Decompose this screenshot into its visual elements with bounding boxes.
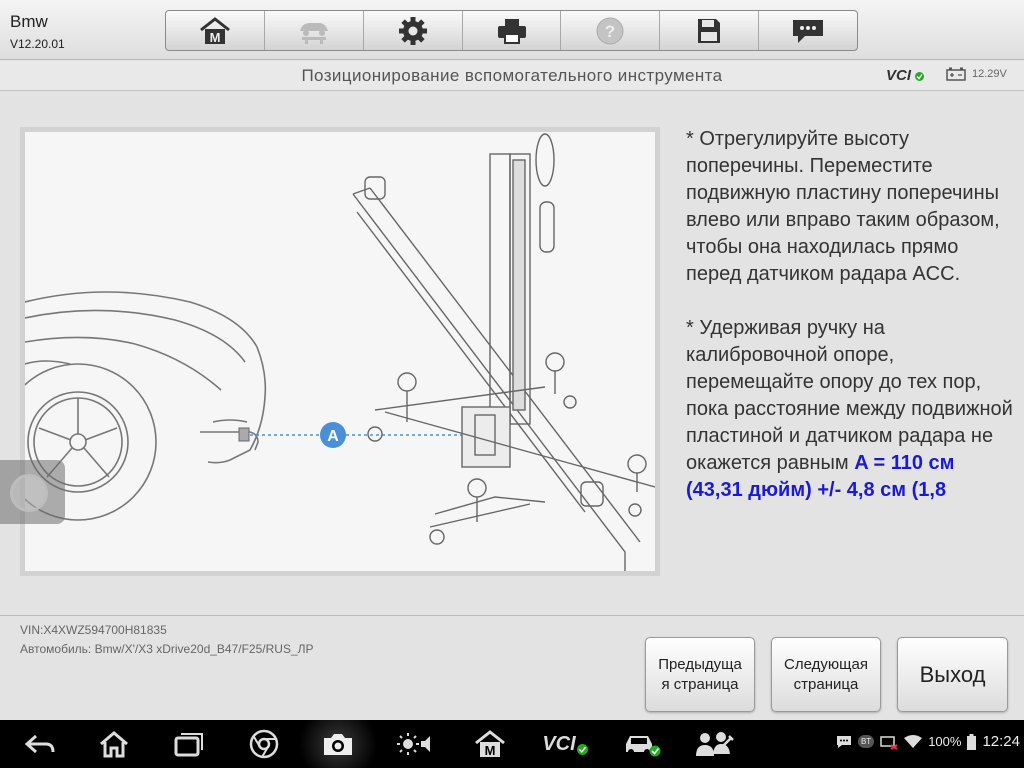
home-button[interactable] (166, 11, 265, 50)
system-status (836, 733, 1020, 750)
distance-marker-a (320, 422, 346, 448)
vci-manager-button[interactable] (540, 728, 590, 760)
positioning-figure (20, 127, 660, 576)
help-button[interactable] (561, 11, 660, 50)
vci-status (886, 67, 924, 84)
prev-label-line2: я страница (661, 675, 739, 693)
vehicle-check-button[interactable] (620, 728, 664, 760)
prev-label-line1: Предыдуща (658, 655, 742, 673)
next-label-line2: страница (793, 675, 859, 693)
print-button[interactable] (463, 11, 562, 50)
calibration-frame-illustration (353, 134, 655, 571)
voltage-value: 12.29V (972, 68, 1007, 80)
browser-button[interactable] (246, 728, 282, 760)
vehicle-info: Автомобиль: Bmw/X'/X3 xDrive20d_B47/F25/RUS_ЛР (20, 642, 314, 656)
calibration-diagram (25, 132, 655, 571)
instructions-panel (686, 126, 1016, 582)
car-battery-icon (946, 67, 966, 81)
vehicle-lift-icon (296, 17, 332, 45)
svg-text:?: ? (605, 21, 616, 41)
title-bar (0, 61, 1024, 91)
chat-notification-icon (836, 735, 852, 749)
maxisys-icon (474, 730, 506, 758)
vehicle-make: Bmw (10, 12, 48, 31)
vci-connected-icon (915, 72, 924, 81)
wifi-icon (904, 735, 922, 749)
svg-text:A: A (327, 428, 339, 445)
home-m-icon (199, 17, 231, 45)
settings-gear-icon (398, 16, 428, 46)
exit-button[interactable]: Выход (897, 637, 1008, 712)
recents-icon (172, 731, 204, 757)
help-icon (595, 16, 625, 46)
software-version: V12.20.01 (10, 37, 65, 51)
next-label-line1: Следующая (784, 655, 868, 673)
maxisys-button[interactable] (472, 728, 508, 760)
home-icon (98, 730, 130, 758)
page-title: Позиционирование вспомогательного инструмента (301, 66, 723, 85)
acc-radar-sensor (239, 428, 249, 441)
system-navbar (0, 720, 1024, 768)
back-button[interactable] (22, 728, 58, 760)
recents-button[interactable] (170, 728, 206, 760)
no-network-icon (880, 734, 898, 750)
chat-icon (791, 17, 825, 45)
battery-percent: 100% (928, 734, 962, 749)
screenshot-button[interactable] (288, 720, 388, 768)
bluetooth-badge: BT (858, 735, 874, 748)
instruction-step-1: * Отрегулируйте высоту поперечины. Переместите подвижную пластину поперечины влево или вправо таким образом, чтобы она находилась прямо перед датчиком радара ACC. (686, 128, 1000, 285)
svg-text:M: M (209, 29, 221, 45)
battery-voltage (946, 67, 1007, 81)
floating-assist-button[interactable] (0, 460, 65, 524)
save-disk-icon (696, 17, 722, 45)
messages-button[interactable] (759, 11, 857, 50)
distance-spec: A = 110 см (43,31 дюйм) +/- 4,8 см (1,8 (686, 452, 955, 501)
back-icon (24, 732, 56, 756)
previous-page-button[interactable] (645, 637, 755, 712)
vci-ok-icon (577, 744, 588, 755)
home-nav-button[interactable] (96, 728, 132, 760)
instruction-step-2 (686, 315, 1016, 504)
instruction-step-2-text: * Удерживая ручку на калибровочной опоре, перемещайте опору до тех пор, пока расстояние между подвижной пластиной и датчиком радара не окажется равным (686, 317, 1013, 474)
chrome-icon (249, 729, 279, 759)
camera-icon (321, 730, 355, 758)
brightness-volume-icon (397, 731, 435, 757)
vci-label: VCI (886, 67, 912, 84)
vehicle-id (10, 12, 65, 51)
car-check-icon (622, 730, 662, 758)
svg-text:M: M (484, 743, 496, 758)
vehicle-lift-button[interactable] (265, 11, 364, 50)
vin-label: VIN:X4XWZ594700H81835 (20, 623, 167, 637)
remote-expert-button[interactable] (692, 728, 736, 760)
mechanic-icon (693, 730, 735, 758)
settings-button[interactable] (364, 11, 463, 50)
main-toolbar (165, 10, 858, 51)
footer-separator (0, 615, 1024, 616)
top-bar (0, 0, 1024, 60)
save-button[interactable] (660, 11, 759, 50)
battery-icon (967, 734, 976, 750)
next-page-button[interactable] (771, 637, 881, 712)
printer-icon (496, 17, 528, 45)
vci-icon: VCI (542, 732, 576, 755)
brightness-volume-button[interactable] (396, 728, 436, 760)
clock: 12:24 (982, 733, 1020, 750)
